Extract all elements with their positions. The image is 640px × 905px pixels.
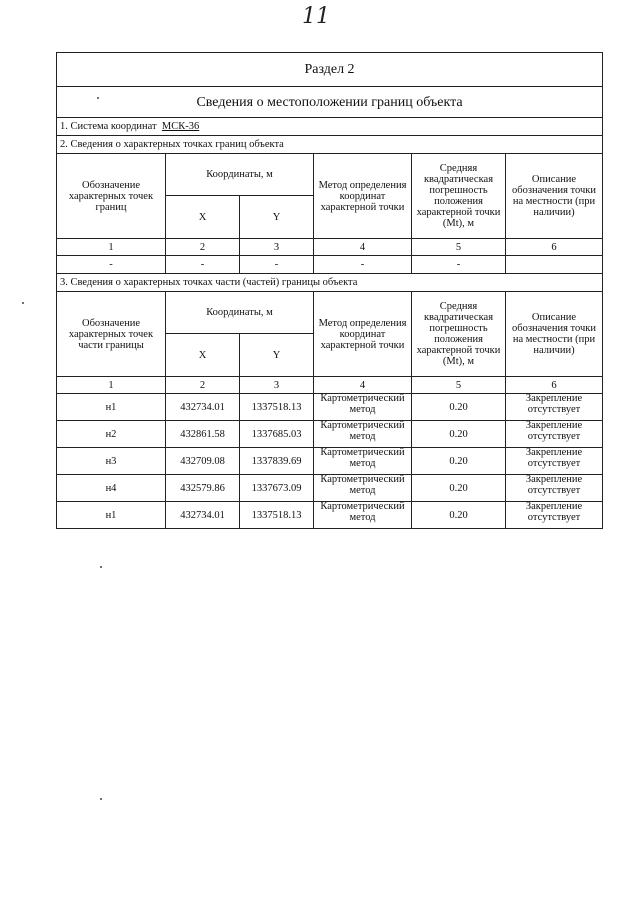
table-row [57,421,603,448]
col-number: 2 [166,239,240,256]
table-row [57,394,603,421]
coordinate-system [57,118,603,136]
point-x: 432734.01 [166,502,240,529]
point-name: н4 [57,475,166,502]
p2-empty-row [57,256,603,274]
p3-header-designation: Обозначение характерных точек части границы [57,292,166,377]
point-description: Закрепление отсутствует [506,394,603,421]
scan-speck [100,798,102,800]
p2-header-method: Метод определения координат характерной точки [314,154,412,239]
col-number: 5 [412,239,506,256]
point-method: Картометрический метод [314,448,412,475]
point-x: 432579.86 [166,475,240,502]
point-name: н1 [57,502,166,529]
point-x: 432861.58 [166,421,240,448]
point-x: 432734.01 [166,394,240,421]
point-name: н3 [57,448,166,475]
p3-column-numbers [57,377,603,394]
point-accuracy: 0.20 [412,502,506,529]
table-row [57,475,603,502]
col-number: 4 [314,377,412,394]
dash-cell: - [166,256,240,274]
coordinate-system-value: МСК-36 [161,121,200,132]
col-number: 3 [240,377,314,394]
point-y: 1337518.13 [240,502,314,529]
point-y: 1337518.13 [240,394,314,421]
p3-header-method: Метод определения координат характерной точки [314,292,412,377]
point-accuracy: 0.20 [412,394,506,421]
point-description: Закрепление отсутствует [506,448,603,475]
col-number: 1 [57,239,166,256]
dash-cell: - [314,256,412,274]
scan-speck [22,302,24,304]
dash-cell: - [240,256,314,274]
p2-header-designation: Обозначение характерных точек границ [57,154,166,239]
dash-cell [506,256,603,274]
p2-column-numbers [57,239,603,256]
point-x: 432709.08 [166,448,240,475]
section-label: Раздел 2 [57,53,603,87]
scan-speck [97,97,99,99]
p3-header-accuracy: Средняя квадратическая погрешность положения характерной точки (Mt), м [412,292,506,377]
point-method: Картометрический метод [314,502,412,529]
p3-header-y: Y [240,334,314,377]
p3-header-coords: Координаты, м [166,292,314,334]
point-accuracy: 0.20 [412,421,506,448]
col-number: 4 [314,239,412,256]
point-y: 1337673.09 [240,475,314,502]
coordinate-system-label: 1. Система координат [60,121,157,132]
col-number: 2 [166,377,240,394]
col-number: 6 [506,239,603,256]
col-number: 3 [240,239,314,256]
point-description: Закрепление отсутствует [506,421,603,448]
point-description: Закрепление отсутствует [506,502,603,529]
point-y: 1337685.03 [240,421,314,448]
point-method: Картометрический метод [314,475,412,502]
point-y: 1337839.69 [240,448,314,475]
col-number: 6 [506,377,603,394]
scan-speck [100,566,102,568]
p2-header-x: X [166,196,240,239]
point-accuracy: 0.20 [412,448,506,475]
part3-heading: 3. Сведения о характерных точках части (частей) границы объекта [57,274,603,292]
p2-header-accuracy: Средняя квадратическая погрешность положения характерной точки (Mt), м [412,154,506,239]
part2-heading: 2. Сведения о характерных точках границ объекта [57,136,603,154]
section-title: Сведения о местоположении границ объекта [57,87,603,118]
boundary-table [56,52,603,529]
col-number: 5 [412,377,506,394]
point-method: Картометрический метод [314,394,412,421]
point-method: Картометрический метод [314,421,412,448]
point-description: Закрепление отсутствует [506,475,603,502]
point-accuracy: 0.20 [412,475,506,502]
dash-cell: - [412,256,506,274]
p2-header-description: Описание обозначения точки на местности (при наличии) [506,154,603,239]
point-name: н1 [57,394,166,421]
p2-header-y: Y [240,196,314,239]
table-row [57,502,603,529]
p3-header-x: X [166,334,240,377]
section-sheet [56,52,602,529]
dash-cell: - [57,256,166,274]
page-number: 11 [302,4,330,29]
point-name: н2 [57,421,166,448]
p3-header-description: Описание обозначения точки на местности (при наличии) [506,292,603,377]
col-number: 1 [57,377,166,394]
table-row [57,448,603,475]
p2-header-coords: Координаты, м [166,154,314,196]
